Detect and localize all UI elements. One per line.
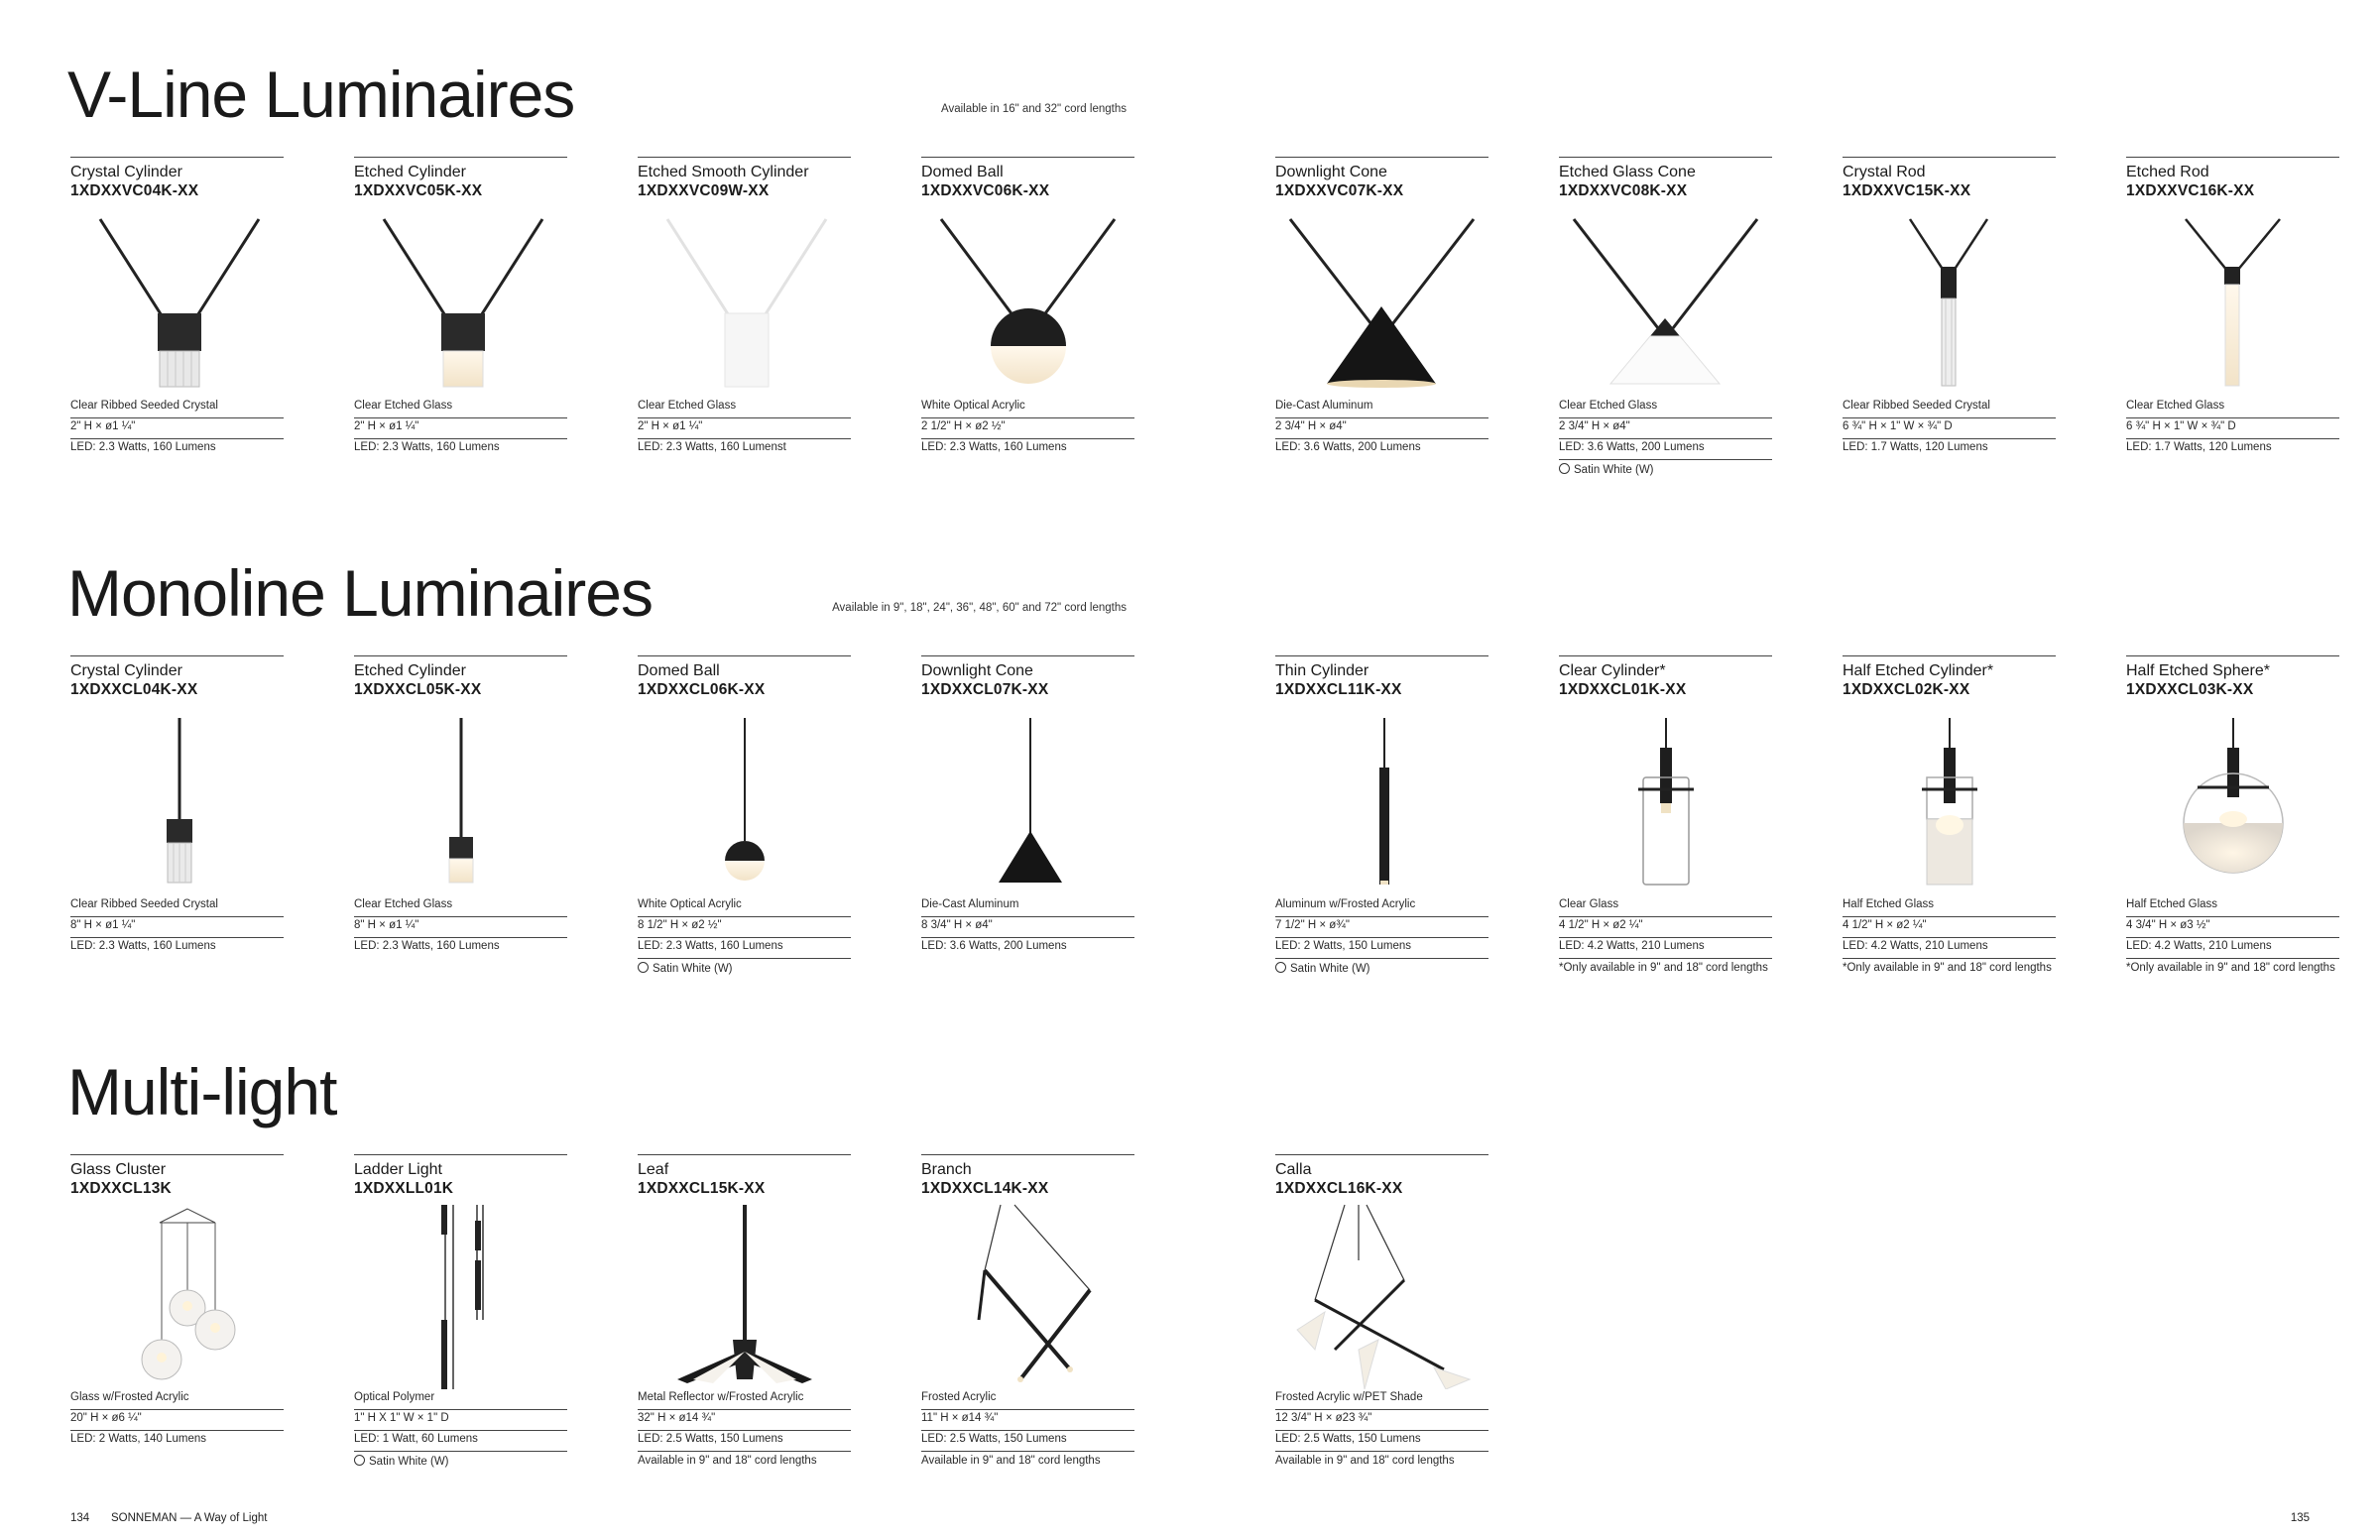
product-card — [1275, 1154, 1488, 1471]
page-number-right: 135 — [2290, 1512, 2310, 1524]
product-image — [354, 1201, 567, 1389]
section-title-vline: V-Line Luminaires — [67, 58, 575, 131]
product-size: 2" H × ø1 ¼" — [638, 418, 851, 439]
product-material: Clear Etched Glass — [354, 896, 567, 917]
product-led: LED: 2 Watts, 140 Lumens — [70, 1432, 207, 1445]
product-sku: 1XDXXVC04K-XX — [70, 182, 199, 200]
product-image — [354, 209, 567, 398]
product-card — [921, 655, 1134, 958]
product-note: *Only available in 9" and 18" cord lengths — [2126, 961, 2335, 974]
product-size: 7 1/2" H × ø¾" — [1275, 917, 1488, 938]
product-size: 1" H X 1" W × 1" D — [354, 1410, 567, 1431]
swatch-icon — [1275, 962, 1286, 973]
product-material: Aluminum w/Frosted Acrylic — [1275, 896, 1488, 917]
product-card — [70, 157, 284, 459]
product-name: Ladder Light — [354, 1161, 442, 1178]
product-led: LED: 2.3 Watts, 160 Lumenst — [638, 440, 786, 453]
product-name: Etched Rod — [2126, 164, 2209, 180]
product-led: LED: 2.3 Watts, 160 Lumens — [354, 939, 500, 952]
product-material: White Optical Acrylic — [638, 896, 851, 917]
product-material: Half Etched Glass — [2126, 896, 2339, 917]
product-led: LED: 2.5 Watts, 150 Lumens — [1275, 1431, 1488, 1452]
product-led: LED: 3.6 Watts, 200 Lumens — [921, 939, 1067, 952]
product-name: Thin Cylinder — [1275, 662, 1369, 679]
product-sku: 1XDXXVC05K-XX — [354, 182, 483, 200]
product-material: Optical Polymer — [354, 1389, 567, 1410]
swatch-icon — [354, 1455, 365, 1466]
product-note: Available in 9" and 18" cord lengths — [921, 1454, 1101, 1467]
product-sku: 1XDXXCL05K-XX — [354, 681, 482, 699]
product-card — [2126, 655, 2339, 978]
product-image — [1275, 708, 1488, 896]
product-sku: 1XDXXCL06K-XX — [638, 681, 766, 699]
product-sku: 1XDXXCL04K-XX — [70, 681, 198, 699]
product-size: 2 3/4" H × ø4" — [1559, 418, 1772, 439]
section-title-multilight: Multi-light — [67, 1055, 337, 1128]
product-led: LED: 2.3 Watts, 160 Lumens — [638, 938, 851, 959]
product-name: Leaf — [638, 1161, 669, 1178]
product-size: 4 1/2" H × ø2 ¼" — [1843, 917, 2056, 938]
product-led: LED: 2.3 Watts, 160 Lumens — [354, 440, 500, 453]
product-size: 2 3/4" H × ø4" — [1275, 418, 1488, 439]
product-size: 6 ¾" H × 1" W × ¾" D — [1843, 418, 2056, 439]
product-image — [2126, 708, 2339, 896]
product-size: 12 3/4" H × ø23 ¾" — [1275, 1410, 1488, 1431]
product-card — [638, 655, 851, 979]
product-material: White Optical Acrylic — [921, 398, 1134, 418]
product-name: Domed Ball — [638, 662, 720, 679]
product-name: Etched Cylinder — [354, 662, 466, 679]
product-material: Frosted Acrylic w/PET Shade — [1275, 1389, 1488, 1410]
swatch-icon — [1559, 463, 1570, 474]
product-sku: 1XDXXCL01K-XX — [1559, 681, 1687, 699]
product-note: Available in 9" and 18" cord lengths — [638, 1454, 817, 1467]
product-sku: 1XDXXVC15K-XX — [1843, 182, 1971, 200]
product-sku: 1XDXXVC06K-XX — [921, 182, 1050, 200]
product-image — [921, 1201, 1134, 1389]
product-led: LED: 1.7 Watts, 120 Lumens — [1843, 440, 1988, 453]
product-sku: 1XDXXVC07K-XX — [1275, 182, 1404, 200]
product-note: *Only available in 9" and 18" cord lengths — [1559, 961, 1768, 974]
product-size: 8" H × ø1 ¼" — [354, 917, 567, 938]
product-name: Etched Smooth Cylinder — [638, 164, 809, 180]
product-sku: 1XDXXLL01K — [354, 1180, 454, 1198]
product-image — [2126, 209, 2339, 398]
section-title-monoline: Monoline Luminaires — [67, 556, 653, 630]
product-card — [354, 157, 567, 459]
product-size: 8 3/4" H × ø4" — [921, 917, 1134, 938]
product-card — [1559, 157, 1772, 480]
product-card — [2126, 157, 2339, 459]
product-material: Glass w/Frosted Acrylic — [70, 1389, 284, 1410]
product-name: Crystal Cylinder — [70, 662, 182, 679]
product-material: Clear Etched Glass — [638, 398, 851, 418]
product-name: Downlight Cone — [921, 662, 1033, 679]
product-card — [638, 1154, 851, 1471]
product-name: Domed Ball — [921, 164, 1004, 180]
product-card — [354, 655, 567, 958]
product-image — [1843, 209, 2056, 398]
product-led: LED: 2.5 Watts, 150 Lumens — [638, 1431, 851, 1452]
cord-note-monoline: Available in 9", 18", 24", 36", 48", 60" and 72" cord lengths — [832, 602, 1127, 614]
product-material: Half Etched Glass — [1843, 896, 2056, 917]
product-card — [1843, 157, 2056, 459]
product-option — [638, 959, 851, 979]
product-material: Clear Ribbed Seeded Crystal — [70, 896, 284, 917]
product-image — [1559, 708, 1772, 896]
product-led: LED: 1.7 Watts, 120 Lumens — [2126, 440, 2272, 453]
product-image — [70, 209, 284, 398]
product-image — [1559, 209, 1772, 398]
product-sku: 1XDXXCL02K-XX — [1843, 681, 1970, 699]
product-material: Clear Etched Glass — [1559, 398, 1772, 418]
product-sku: 1XDXXVC09W-XX — [638, 182, 770, 200]
product-card — [70, 1154, 284, 1451]
product-name: Etched Cylinder — [354, 164, 466, 180]
product-image — [1275, 1201, 1488, 1389]
product-image — [70, 1201, 284, 1389]
product-led: LED: 3.6 Watts, 200 Lumens — [1275, 440, 1421, 453]
product-name: Clear Cylinder* — [1559, 662, 1666, 679]
product-option — [1275, 959, 1488, 979]
product-led: LED: 2.5 Watts, 150 Lumens — [921, 1431, 1134, 1452]
cord-note-vline: Available in 16" and 32" cord lengths — [941, 103, 1127, 115]
product-led: LED: 4.2 Watts, 210 Lumens — [1559, 938, 1772, 959]
product-size: 32" H × ø14 ¾" — [638, 1410, 851, 1431]
product-led: LED: 2.3 Watts, 160 Lumens — [921, 440, 1067, 453]
product-card — [921, 1154, 1134, 1471]
product-name: Half Etched Cylinder* — [1843, 662, 1994, 679]
product-image — [638, 209, 851, 398]
product-image — [1843, 708, 2056, 896]
product-size: 2 1/2" H × ø2 ½" — [921, 418, 1134, 439]
product-led: LED: 4.2 Watts, 210 Lumens — [1843, 938, 2056, 959]
product-led: LED: 2.3 Watts, 160 Lumens — [70, 440, 216, 453]
product-name: Glass Cluster — [70, 1161, 167, 1178]
product-size: 4 1/2" H × ø2 ¼" — [1559, 917, 1772, 938]
product-sku: 1XDXXVC16K-XX — [2126, 182, 2255, 200]
product-material: Clear Ribbed Seeded Crystal — [1843, 398, 2056, 418]
product-name: Etched Glass Cone — [1559, 164, 1696, 180]
product-material: Die-Cast Aluminum — [921, 896, 1134, 917]
product-option — [354, 1452, 567, 1472]
product-card — [1559, 655, 1772, 978]
product-sku: 1XDXXCL15K-XX — [638, 1180, 766, 1198]
product-name: Half Etched Sphere* — [2126, 662, 2270, 679]
product-size: 6 ¾" H × 1" W × ¾" D — [2126, 418, 2339, 439]
product-note: Available in 9" and 18" cord lengths — [1275, 1454, 1455, 1467]
product-sku: 1XDXXCL16K-XX — [1275, 1180, 1403, 1198]
product-card — [1275, 157, 1488, 459]
product-material: Die-Cast Aluminum — [1275, 398, 1488, 418]
product-size: 2" H × ø1 ¼" — [354, 418, 567, 439]
product-name: Crystal Cylinder — [70, 164, 182, 180]
product-size: 4 3/4" H × ø3 ½" — [2126, 917, 2339, 938]
product-sku: 1XDXXCL11K-XX — [1275, 681, 1402, 699]
product-option-label: Satin White (W) — [369, 1455, 449, 1468]
product-name: Calla — [1275, 1161, 1312, 1178]
product-name: Branch — [921, 1161, 972, 1178]
product-sku: 1XDXXCL03K-XX — [2126, 681, 2254, 699]
product-image — [921, 708, 1134, 896]
product-image — [921, 209, 1134, 398]
footer-brand: SONNEMAN — A Way of Light — [111, 1512, 268, 1524]
product-option-label: Satin White (W) — [1290, 962, 1370, 975]
product-image — [354, 708, 567, 896]
product-material: Frosted Acrylic — [921, 1389, 1134, 1410]
product-name: Crystal Rod — [1843, 164, 1926, 180]
product-option-label: Satin White (W) — [653, 962, 733, 975]
product-card — [70, 655, 284, 958]
product-size: 11" H × ø14 ¾" — [921, 1410, 1134, 1431]
product-card — [638, 157, 851, 459]
product-sku: 1XDXXCL07K-XX — [921, 681, 1049, 699]
product-led: LED: 2 Watts, 150 Lumens — [1275, 938, 1488, 959]
product-card — [354, 1154, 567, 1472]
product-option — [1559, 460, 1772, 480]
product-led: LED: 1 Watt, 60 Lumens — [354, 1431, 567, 1452]
product-sku: 1XDXXCL14K-XX — [921, 1180, 1049, 1198]
product-name: Downlight Cone — [1275, 164, 1387, 180]
product-size: 8 1/2" H × ø2 ½" — [638, 917, 851, 938]
product-card — [1843, 655, 2056, 978]
product-sku: 1XDXXCL13K — [70, 1180, 172, 1198]
product-led: LED: 3.6 Watts, 200 Lumens — [1559, 439, 1772, 460]
product-material: Clear Glass — [1559, 896, 1772, 917]
product-image — [70, 708, 284, 896]
product-size: 20" H × ø6 ¼" — [70, 1410, 284, 1431]
product-sku: 1XDXXVC08K-XX — [1559, 182, 1688, 200]
page-number-left: 134 — [70, 1512, 90, 1524]
product-image — [1275, 209, 1488, 398]
product-material: Clear Ribbed Seeded Crystal — [70, 398, 284, 418]
product-led: LED: 4.2 Watts, 210 Lumens — [2126, 938, 2339, 959]
product-size: 8" H × ø1 ¼" — [70, 917, 284, 938]
product-option-label: Satin White (W) — [1574, 463, 1654, 476]
swatch-icon — [638, 962, 649, 973]
product-material: Clear Etched Glass — [354, 398, 567, 418]
product-card — [921, 157, 1134, 459]
product-led: LED: 2.3 Watts, 160 Lumens — [70, 939, 216, 952]
product-size: 2" H × ø1 ¼" — [70, 418, 284, 439]
product-image — [638, 1201, 851, 1389]
product-card — [1275, 655, 1488, 979]
product-note: *Only available in 9" and 18" cord lengths — [1843, 961, 2052, 974]
product-material: Metal Reflector w/Frosted Acrylic — [638, 1389, 851, 1410]
product-material: Clear Etched Glass — [2126, 398, 2339, 418]
product-image — [638, 708, 851, 896]
